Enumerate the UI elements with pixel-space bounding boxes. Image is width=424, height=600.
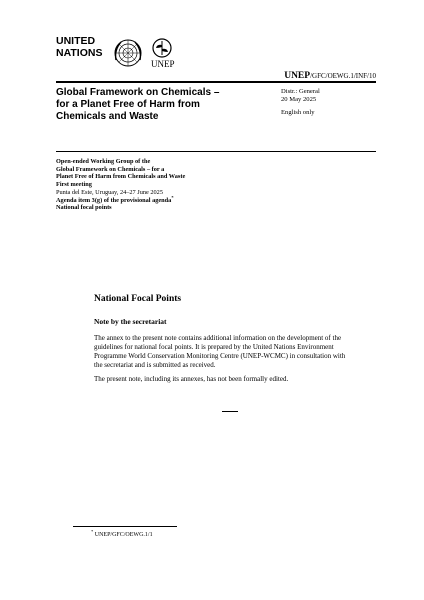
distr-general: Distr.: General bbox=[281, 88, 320, 95]
paragraph-1-line3: Programme World Conservation Monitoring Centre (UNEP-WCMC) in consultation with bbox=[94, 351, 346, 360]
footnote-rule bbox=[73, 526, 177, 527]
org-name-line2: NATIONS bbox=[56, 47, 103, 59]
meeting-line2: Global Framework on Chemicals – for a bbox=[56, 165, 165, 173]
meeting-line4: First meeting bbox=[56, 181, 92, 189]
document-title bbox=[56, 87, 256, 123]
end-separator bbox=[222, 411, 238, 412]
org-name-line1: UNITED bbox=[56, 35, 96, 47]
title-rule bbox=[56, 151, 376, 152]
un-emblem-icon bbox=[113, 38, 143, 73]
title-line3: Chemicals and Waste bbox=[56, 111, 159, 122]
paragraph-1-line2: guidelines for national focal points. It is prepared by the United Nations Environment bbox=[94, 342, 334, 351]
meeting-line7: National focal points bbox=[56, 204, 112, 212]
header-rule bbox=[56, 81, 376, 83]
paragraph-1-line1: The annex to the present note contains additional information on the development of the bbox=[94, 334, 342, 342]
symbol-rest: /GFC/OEWG.1/INF/10 bbox=[310, 72, 376, 80]
unep-label: UNEP bbox=[151, 59, 175, 69]
page-subheading: Note by the secretariat bbox=[94, 317, 167, 326]
agenda-item bbox=[56, 194, 256, 205]
meeting-line3: Planet Free of Harm from Chemicals and Waste bbox=[56, 173, 186, 181]
meeting-block bbox=[56, 158, 256, 212]
footnote-mark: * bbox=[91, 529, 94, 534]
distr-date: 20 May 2025 bbox=[281, 96, 317, 104]
page-heading: National Focal Points bbox=[94, 294, 182, 304]
meeting-line1: Open-ended Working Group of the bbox=[56, 158, 151, 165]
symbol-prefix: UNEP bbox=[284, 71, 311, 81]
distribution-block bbox=[281, 88, 381, 118]
title-line2: for a Planet Free of Harm from bbox=[56, 99, 200, 110]
document-symbol bbox=[284, 71, 376, 81]
footnote bbox=[91, 531, 153, 539]
paragraph-1 bbox=[94, 334, 384, 370]
paragraph-1-line4: the secretariat and is submitted as received. bbox=[94, 360, 216, 369]
meeting-line5: Punta del Este, Uruguay, 24–27 June 2025 bbox=[56, 188, 163, 196]
footnote-text: UNEP/GFC/OEWG.1/1 bbox=[94, 532, 153, 538]
distr-language: English only bbox=[281, 109, 315, 117]
agenda-item-text: Agenda item 3(g) of the provisional agenda bbox=[56, 196, 172, 204]
agenda-footnote-mark: * bbox=[171, 194, 174, 200]
title-line1: Global Framework on Chemicals – bbox=[56, 87, 220, 98]
paragraph-2: The present note, including its annexes, has not been formally edited. bbox=[94, 375, 289, 383]
org-name bbox=[56, 35, 102, 59]
